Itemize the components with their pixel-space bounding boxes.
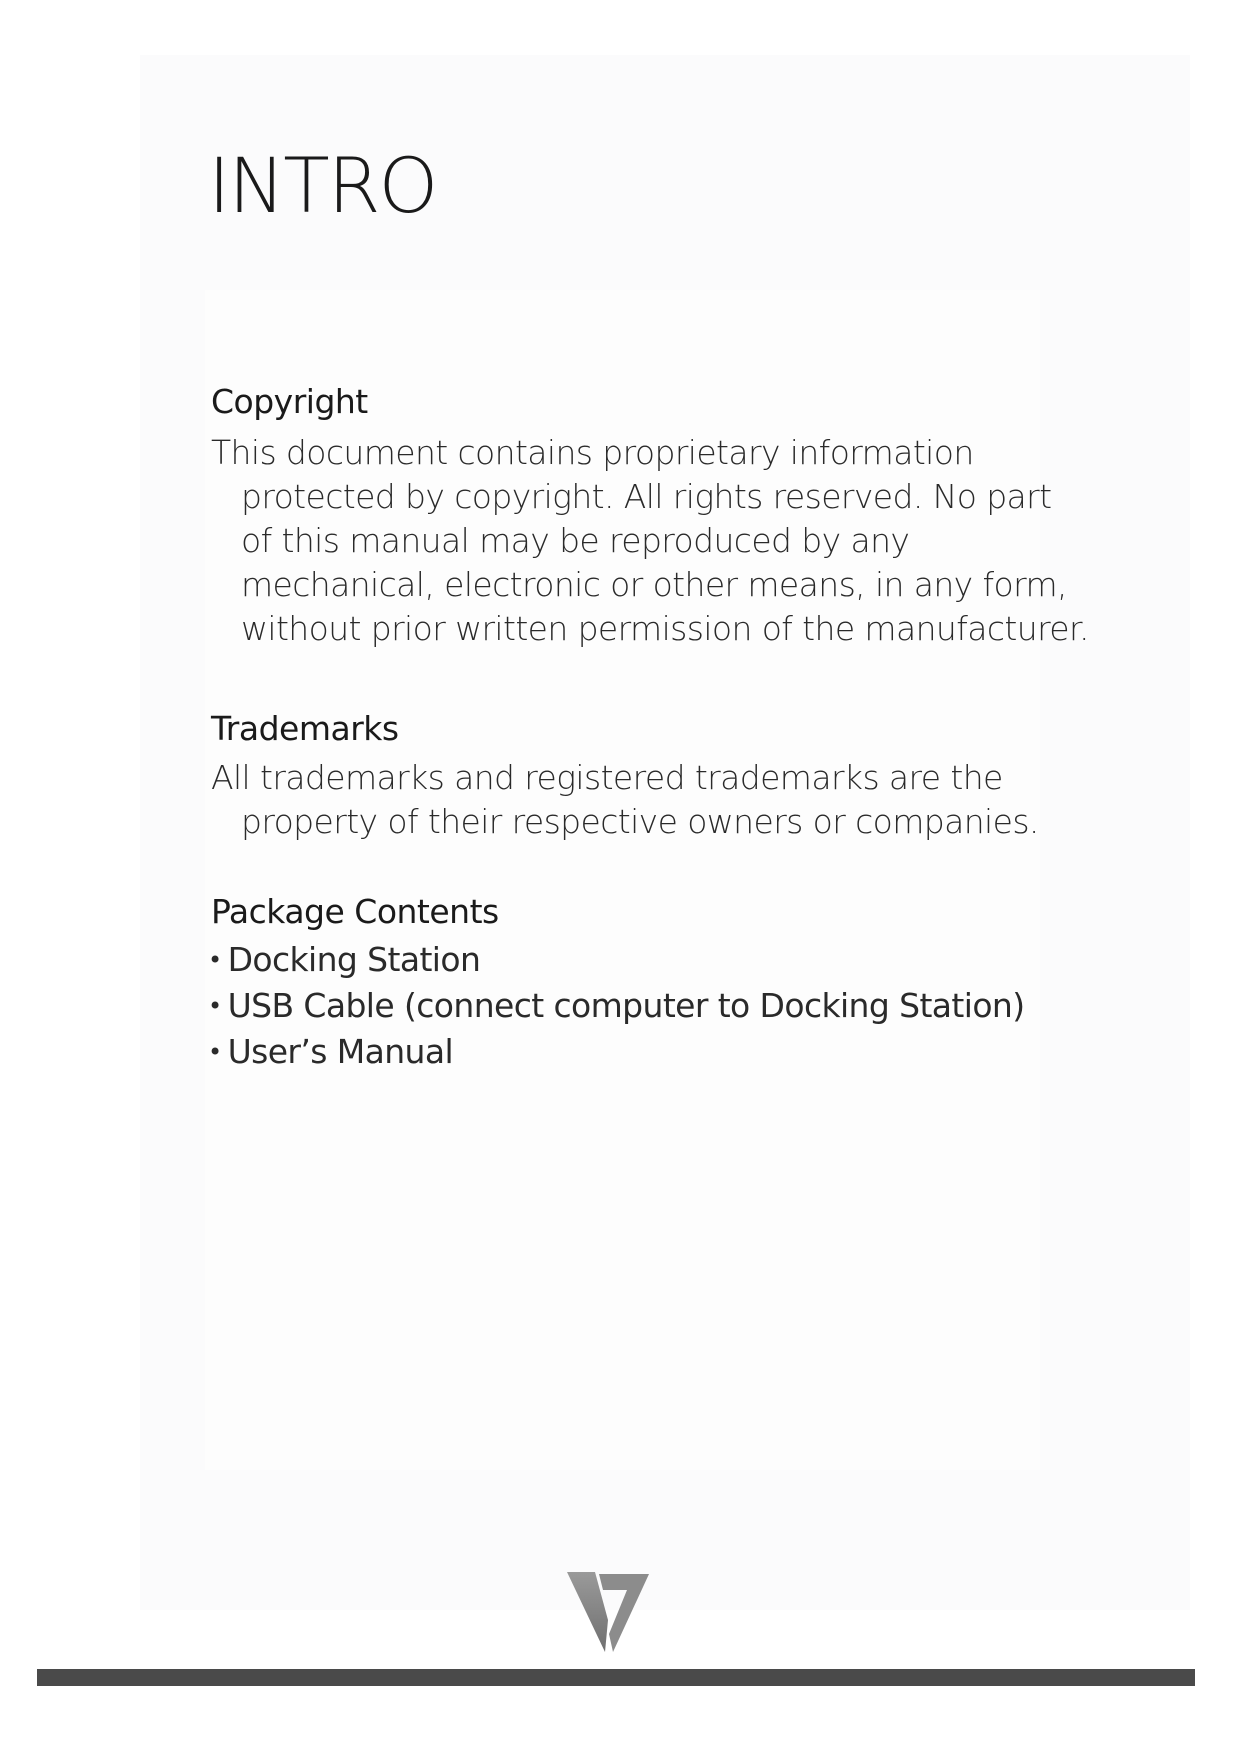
package-contents-heading: Package Contents <box>211 892 499 931</box>
list-item <box>208 983 1025 1029</box>
copyright-heading: Copyright <box>211 382 368 421</box>
footer-bar <box>37 1669 1195 1686</box>
bullet-icon: • <box>208 946 222 974</box>
trademarks-text: All trademarks and registered trademarks are the property of their respective owners or companies. <box>211 758 1039 841</box>
list-item <box>208 937 1025 983</box>
list-item-label: USB Cable (connect computer to Docking Station) <box>227 986 1025 1025</box>
package-contents-list <box>208 937 1025 1075</box>
page-title: INTRO <box>208 141 437 230</box>
list-item-label: Docking Station <box>227 940 481 979</box>
trademarks-heading: Trademarks <box>211 709 399 748</box>
copyright-text: This document contains proprietary information protected by copyright. All rights reserved. No part of this manual may be reproduced by any mechanical, electronic or other means, in any form, without prior written permission of the manufacturer. <box>211 433 1089 648</box>
v7-logo-icon <box>565 1572 651 1654</box>
list-item-label: User’s Manual <box>227 1032 454 1071</box>
bullet-icon: • <box>208 1038 222 1066</box>
list-item <box>208 1029 1025 1075</box>
bullet-icon: • <box>208 992 222 1020</box>
